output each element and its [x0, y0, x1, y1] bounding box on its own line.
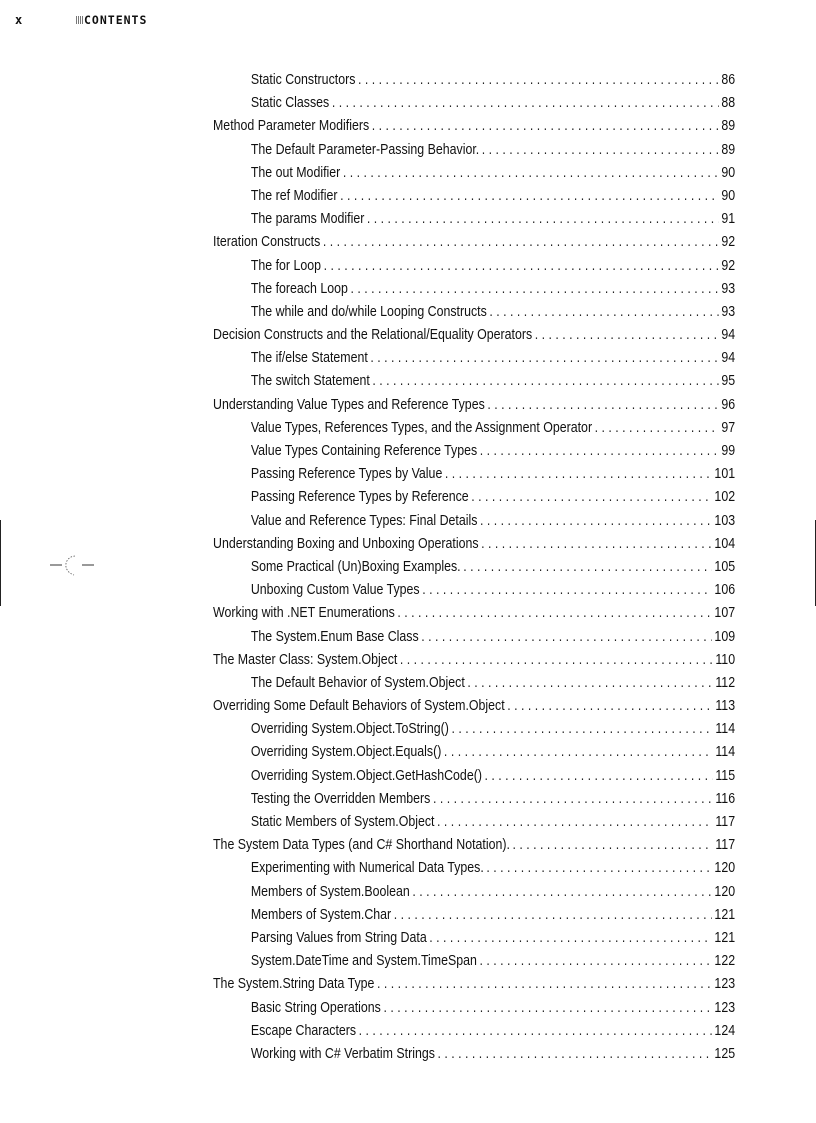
- toc-dot-leader: [480, 513, 712, 529]
- toc-entry-title: Members of System.Boolean: [250, 883, 410, 900]
- toc-dot-leader: [422, 582, 712, 598]
- toc-dot-leader: [397, 605, 711, 621]
- toc-section-entry: [213, 698, 735, 721]
- toc-subsection-entry: [213, 1000, 735, 1023]
- toc-entry-page: 125: [714, 1045, 736, 1062]
- toc-entry-page: 88: [721, 95, 736, 112]
- toc-entry-title: Value and Reference Types: Final Details: [250, 512, 478, 529]
- toc-entry-title: Overriding System.Object.ToString(): [250, 721, 449, 738]
- toc-subsection-entry: [213, 350, 735, 373]
- toc-entry-title: Escape Characters: [250, 1022, 357, 1039]
- toc-entry-page: 90: [721, 187, 736, 204]
- toc-subsection-entry: [213, 95, 735, 118]
- toc-entry-page: 120: [714, 860, 736, 877]
- toc-section-entry: [213, 397, 735, 420]
- toc-section-entry: [213, 234, 735, 257]
- toc-entry-page: 115: [715, 767, 736, 784]
- toc-dot-leader: [421, 629, 712, 645]
- toc-subsection-entry: [213, 1023, 735, 1046]
- toc-section-entry: [213, 976, 735, 999]
- toc-subsection-entry: [213, 814, 735, 837]
- toc-entry-page: 122: [714, 953, 736, 970]
- toc-entry-page: 124: [714, 1022, 736, 1039]
- toc-subsection-entry: [213, 721, 735, 744]
- toc-entry-title: The System Data Types (and C# Shorthand Notation).: [213, 837, 510, 854]
- toc-entry-title: Value Types, References Types, and the Assignment Operator: [250, 419, 593, 436]
- toc-dot-leader: [535, 327, 719, 343]
- toc-dot-leader: [486, 860, 711, 876]
- toc-entry-title: The switch Statement: [250, 373, 370, 390]
- toc-entry-page: 106: [714, 582, 736, 599]
- toc-subsection-entry: [213, 768, 735, 791]
- toc-entry-title: The out Modifier: [250, 164, 341, 181]
- toc-dot-leader: [429, 930, 712, 946]
- toc-entry-title: The Default Behavior of System.Object: [250, 674, 465, 691]
- toc-entry-title: Overriding Some Default Behaviors of System.Object: [213, 698, 505, 715]
- toc-entry-page: 123: [714, 999, 736, 1016]
- toc-entry-title: Members of System.Char: [250, 906, 392, 923]
- toc-entry-title: The if/else Statement: [250, 350, 368, 367]
- toc-dot-leader: [323, 234, 719, 250]
- toc-entry-title: The params Modifier: [250, 211, 365, 228]
- toc-dot-leader: [340, 188, 719, 204]
- toc-entry-title: The System.Enum Base Class: [250, 628, 419, 645]
- toc-dot-leader: [370, 350, 718, 366]
- toc-dot-leader: [377, 976, 712, 992]
- toc-dot-leader: [412, 884, 712, 900]
- running-header: [15, 13, 315, 29]
- toc-dot-leader: [445, 466, 712, 482]
- toc-dot-leader: [350, 281, 718, 297]
- toc-entry-title: Working with C# Verbatim Strings: [250, 1045, 435, 1062]
- toc-dot-leader: [487, 397, 718, 413]
- toc-entry-page: 89: [721, 141, 736, 158]
- toc-dot-leader: [480, 443, 719, 459]
- page-number: x: [15, 13, 23, 27]
- toc-entry-page: 89: [721, 118, 736, 135]
- toc-dot-leader: [513, 837, 713, 853]
- toc-entry-title: Testing the Overridden Members: [250, 790, 431, 807]
- toc-entry-page: 92: [721, 234, 736, 251]
- toc-subsection-entry: [213, 258, 735, 281]
- toc-dot-leader: [595, 420, 719, 436]
- toc-entry-title: Iteration Constructs: [213, 234, 321, 251]
- table-of-contents: [213, 72, 735, 1069]
- toc-subsection-entry: [213, 884, 735, 907]
- toc-entry-page: 97: [721, 419, 736, 436]
- toc-subsection-entry: [213, 165, 735, 188]
- toc-subsection-entry: [213, 675, 735, 698]
- toc-subsection-entry: [213, 629, 735, 652]
- toc-entry-page: 93: [721, 280, 736, 297]
- toc-entry-title: Decision Constructs and the Relational/Equality Operators: [213, 327, 533, 344]
- toc-dot-leader: [332, 95, 719, 111]
- toc-section-entry: [213, 652, 735, 675]
- toc-subsection-entry: [213, 953, 735, 976]
- toc-entry-page: 94: [721, 327, 736, 344]
- toc-entry-title: System.DateTime and System.TimeSpan: [250, 953, 477, 970]
- toc-entry-page: 121: [714, 929, 736, 946]
- toc-entry-page: 113: [715, 698, 736, 715]
- toc-subsection-entry: [213, 211, 735, 234]
- toc-dot-leader: [343, 165, 719, 181]
- toc-entry-page: 114: [715, 744, 736, 761]
- running-header-title: CONTENTS: [76, 13, 147, 27]
- toc-entry-page: 99: [721, 443, 736, 459]
- toc-entry-title: Static Members of System.Object: [250, 814, 435, 830]
- toc-subsection-entry: [213, 860, 735, 883]
- toc-subsection-entry: [213, 72, 735, 95]
- toc-dot-leader: [489, 304, 718, 320]
- toc-entry-title: Experimenting with Numerical Data Types.: [250, 860, 484, 877]
- toc-entry-page: 123: [714, 976, 736, 993]
- toc-entry-title: The ref Modifier: [250, 187, 338, 204]
- toc-entry-page: 112: [715, 674, 736, 691]
- toc-dot-leader: [400, 652, 713, 668]
- toc-entry-page: 103: [714, 512, 736, 529]
- toc-entry-title: The foreach Loop: [250, 280, 348, 297]
- toc-dot-leader: [452, 721, 713, 737]
- toc-dot-leader: [324, 258, 719, 274]
- toc-entry-title: Understanding Value Types and Reference Types: [213, 396, 485, 413]
- toc-entry-title: Overriding System.Object.Equals(): [250, 744, 442, 761]
- toc-entry-page: 114: [715, 721, 736, 738]
- toc-subsection-entry: [213, 142, 735, 165]
- toc-entry-title: Static Classes: [250, 95, 330, 112]
- toc-entry-title: Static Constructors: [250, 72, 356, 88]
- toc-dot-leader: [444, 744, 713, 760]
- toc-subsection-entry: [213, 791, 735, 814]
- toc-dot-leader: [481, 536, 712, 552]
- toc-section-entry: [213, 118, 735, 141]
- toc-entry-page: 95: [721, 373, 736, 390]
- toc-subsection-entry: [213, 489, 735, 512]
- toc-entry-title: Value Types Containing Reference Types: [250, 443, 478, 459]
- toc-dot-leader: [463, 559, 712, 575]
- toc-entry-page: 96: [721, 396, 736, 413]
- toc-entry-page: 121: [714, 906, 736, 923]
- toc-entry-title: The while and do/while Looping Constructs: [250, 303, 487, 320]
- toc-entry-page: 93: [721, 303, 736, 320]
- toc-entry-page: 109: [714, 628, 736, 645]
- toc-dot-leader: [433, 791, 713, 807]
- toc-entry-page: 91: [721, 211, 736, 228]
- toc-subsection-entry: [213, 373, 735, 396]
- toc-dot-leader: [367, 211, 719, 227]
- toc-entry-page: 102: [714, 489, 736, 506]
- toc-section-entry: [213, 327, 735, 350]
- toc-entry-title: The for Loop: [250, 257, 322, 274]
- toc-entry-page: 120: [714, 883, 736, 900]
- toc-subsection-entry: [213, 744, 735, 767]
- toc-entry-page: 94: [721, 350, 736, 367]
- toc-entry-title: Method Parameter Modifiers: [213, 118, 370, 135]
- toc-entry-page: 105: [714, 558, 736, 575]
- toc-entry-page: 101: [714, 466, 736, 483]
- toc-subsection-entry: [213, 582, 735, 605]
- toc-dot-leader: [467, 675, 712, 691]
- toc-entry-title: Parsing Values from String Data: [250, 929, 427, 946]
- toc-dot-leader: [485, 768, 713, 784]
- toc-subsection-entry: [213, 513, 735, 536]
- toc-entry-title: Some Practical (Un)Boxing Examples.: [250, 558, 461, 575]
- toc-entry-title: Passing Reference Types by Reference: [250, 489, 469, 506]
- toc-entry-page: 117: [715, 814, 736, 830]
- toc-dot-leader: [394, 907, 712, 923]
- toc-dot-leader: [471, 489, 712, 505]
- toc-dot-leader: [383, 1000, 711, 1016]
- toc-entry-page: 116: [715, 790, 736, 807]
- toc-entry-title: The Master Class: System.Object: [213, 651, 398, 668]
- toc-section-entry: [213, 536, 735, 559]
- toc-entry-title: Passing Reference Types by Value: [250, 466, 443, 483]
- toc-dot-leader: [482, 142, 719, 158]
- toc-dot-leader: [372, 118, 719, 134]
- toc-entry-title: Working with .NET Enumerations: [213, 605, 395, 622]
- toc-entry-page: 86: [721, 72, 736, 88]
- toc-subsection-entry: [213, 304, 735, 327]
- crop-mark-icon: [50, 551, 95, 579]
- toc-dot-leader: [438, 1046, 712, 1062]
- toc-subsection-entry: [213, 281, 735, 304]
- toc-dot-leader: [359, 1023, 712, 1039]
- toc-dot-leader: [372, 373, 718, 389]
- toc-subsection-entry: [213, 559, 735, 582]
- toc-subsection-entry: [213, 930, 735, 953]
- toc-subsection-entry: [213, 907, 735, 930]
- left-margin-rule: [0, 520, 1, 606]
- toc-section-entry: [213, 605, 735, 628]
- toc-subsection-entry: [213, 1046, 735, 1069]
- toc-dot-leader: [358, 72, 719, 88]
- toc-subsection-entry: [213, 420, 735, 443]
- toc-entry-title: Unboxing Custom Value Types: [250, 582, 420, 599]
- toc-subsection-entry: [213, 188, 735, 211]
- toc-subsection-entry: [213, 466, 735, 489]
- toc-subsection-entry: [213, 443, 735, 466]
- toc-entry-title: Understanding Boxing and Unboxing Operations: [213, 535, 479, 552]
- toc-entry-page: 117: [715, 837, 736, 854]
- toc-section-entry: [213, 837, 735, 860]
- toc-entry-page: 110: [715, 651, 736, 668]
- toc-dot-leader: [479, 953, 711, 969]
- toc-dot-leader: [437, 814, 713, 830]
- toc-entry-page: 104: [714, 535, 736, 552]
- toc-entry-title: Basic String Operations: [250, 999, 381, 1016]
- toc-entry-title: The Default Parameter-Passing Behavior.: [250, 141, 480, 158]
- toc-entry-title: Overriding System.Object.GetHashCode(): [250, 767, 482, 784]
- toc-entry-page: 92: [721, 257, 736, 274]
- toc-entry-page: 107: [714, 605, 736, 622]
- toc-dot-leader: [507, 698, 713, 714]
- toc-entry-page: 90: [721, 164, 736, 181]
- toc-entry-title: The System.String Data Type: [213, 976, 375, 993]
